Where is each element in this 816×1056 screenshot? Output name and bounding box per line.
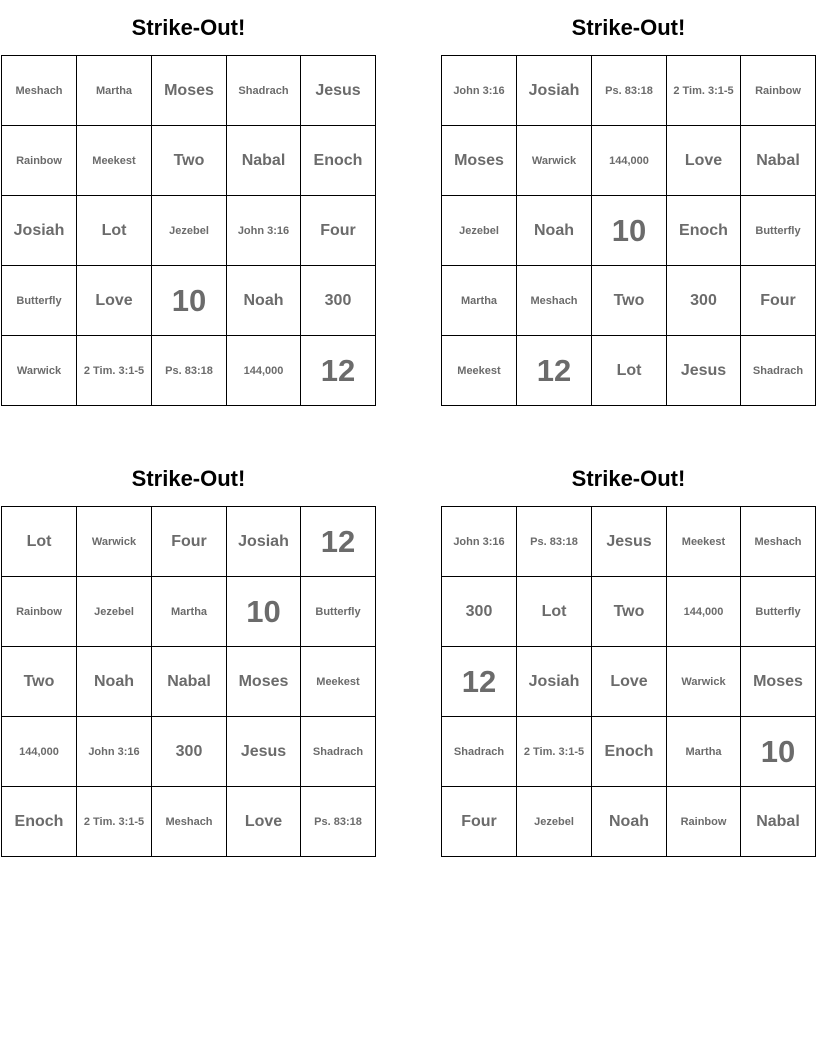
bingo-cell: John 3:16 (441, 55, 517, 126)
bingo-cell: 10 (226, 576, 301, 647)
bingo-grid (441, 506, 816, 857)
bingo-cell: Four (441, 786, 517, 857)
bingo-cell: Warwick (1, 335, 77, 406)
bingo-grid (441, 55, 816, 406)
bingo-cell: Jesus (300, 55, 376, 126)
bingo-cell: 144,000 (591, 125, 667, 196)
bingo-cell: Butterfly (1, 265, 77, 336)
bingo-cell: Josiah (516, 55, 592, 126)
bingo-cell: Meshach (516, 265, 592, 336)
bingo-cell: 2 Tim. 3:1-5 (516, 716, 592, 787)
bingo-cell: Jezebel (516, 786, 592, 857)
bingo-cell: Nabal (740, 786, 816, 857)
bingo-cell: Meshach (1, 55, 77, 126)
bingo-cell: Meekest (441, 335, 517, 406)
bingo-cell: Two (151, 125, 227, 196)
bingo-cell: 10 (591, 195, 667, 266)
bingo-cell: Shadrach (300, 716, 376, 787)
bingo-cell: 12 (300, 335, 376, 406)
bingo-cell: Enoch (1, 786, 77, 857)
bingo-cell: Love (76, 265, 152, 336)
bingo-cell: Four (151, 506, 227, 577)
bingo-cell: John 3:16 (441, 506, 517, 577)
bingo-cell: Jezebel (441, 195, 517, 266)
bingo-cell: Two (591, 576, 667, 647)
bingo-cell: Meshach (740, 506, 816, 577)
bingo-cell: Jezebel (76, 576, 152, 647)
bingo-cell: Warwick (516, 125, 592, 196)
bingo-cell: Lot (516, 576, 592, 647)
bingo-cell: Noah (226, 265, 301, 336)
bingo-cell: 2 Tim. 3:1-5 (666, 55, 741, 126)
card-title: Strike-Out! (131, 15, 246, 40)
bingo-cell: Nabal (740, 125, 816, 196)
bingo-cell: Josiah (226, 506, 301, 577)
bingo-cell: Noah (591, 786, 667, 857)
bingo-cell: Meekest (666, 506, 741, 577)
bingo-cell: Love (226, 786, 301, 857)
bingo-cell: 300 (666, 265, 741, 336)
bingo-cell: Enoch (300, 125, 376, 196)
bingo-cell: 2 Tim. 3:1-5 (76, 786, 152, 857)
bingo-cell: Lot (76, 195, 152, 266)
bingo-cell: Meekest (300, 646, 376, 717)
bingo-cell: 144,000 (666, 576, 741, 647)
bingo-cell: Two (591, 265, 667, 336)
bingo-cell: Jezebel (151, 195, 227, 266)
bingo-cell: Martha (151, 576, 227, 647)
bingo-cell: Rainbow (1, 576, 77, 647)
bingo-cell: Warwick (76, 506, 152, 577)
bingo-cell: Butterfly (740, 195, 816, 266)
bingo-cell: Noah (76, 646, 152, 717)
bingo-cell: Lot (591, 335, 667, 406)
bingo-cell: Shadrach (740, 335, 816, 406)
bingo-cell: Lot (1, 506, 77, 577)
bingo-cell: 12 (441, 646, 517, 717)
bingo-cell: John 3:16 (76, 716, 152, 787)
bingo-cell: Warwick (666, 646, 741, 717)
bingo-cell: 2 Tim. 3:1-5 (76, 335, 152, 406)
bingo-cell: Shadrach (441, 716, 517, 787)
bingo-cell: Butterfly (300, 576, 376, 647)
bingo-cell: Enoch (666, 195, 741, 266)
bingo-cell: Nabal (151, 646, 227, 717)
bingo-cell: Enoch (591, 716, 667, 787)
bingo-cell: John 3:16 (226, 195, 301, 266)
bingo-cell: Moses (151, 55, 227, 126)
bingo-cell: 10 (740, 716, 816, 787)
bingo-cell: Shadrach (226, 55, 301, 126)
bingo-cell: Ps. 83:18 (151, 335, 227, 406)
bingo-cell: Meekest (76, 125, 152, 196)
bingo-cell: Jesus (666, 335, 741, 406)
bingo-cell: Four (300, 195, 376, 266)
bingo-cell: Martha (76, 55, 152, 126)
bingo-cell: Martha (666, 716, 741, 787)
bingo-cell: Meshach (151, 786, 227, 857)
bingo-cell: 144,000 (226, 335, 301, 406)
bingo-cell: Josiah (1, 195, 77, 266)
bingo-grid (1, 55, 376, 406)
bingo-cell: 300 (300, 265, 376, 336)
bingo-cell: 300 (151, 716, 227, 787)
bingo-cell: Jesus (226, 716, 301, 787)
bingo-cell: Moses (441, 125, 517, 196)
bingo-grid (1, 506, 376, 857)
bingo-cell: Rainbow (666, 786, 741, 857)
card-title: Strike-Out! (131, 466, 246, 491)
bingo-cell: Moses (740, 646, 816, 717)
bingo-cell: Rainbow (1, 125, 77, 196)
bingo-cell: Love (666, 125, 741, 196)
bingo-cell: Rainbow (740, 55, 816, 126)
bingo-cell: Martha (441, 265, 517, 336)
card-title: Strike-Out! (571, 466, 686, 491)
bingo-cell: 12 (516, 335, 592, 406)
bingo-cell: Jesus (591, 506, 667, 577)
bingo-cell: 300 (441, 576, 517, 647)
bingo-cell: Nabal (226, 125, 301, 196)
bingo-cell: 10 (151, 265, 227, 336)
bingo-cell: Noah (516, 195, 592, 266)
bingo-cell: Butterfly (740, 576, 816, 647)
bingo-cell: 144,000 (1, 716, 77, 787)
bingo-cell: Josiah (516, 646, 592, 717)
bingo-cell: Ps. 83:18 (591, 55, 667, 126)
bingo-cell: Ps. 83:18 (300, 786, 376, 857)
card-title: Strike-Out! (571, 15, 686, 40)
bingo-cell: 12 (300, 506, 376, 577)
bingo-cell: Moses (226, 646, 301, 717)
bingo-cell: Two (1, 646, 77, 717)
bingo-cell: Four (740, 265, 816, 336)
bingo-cell: Love (591, 646, 667, 717)
bingo-cell: Ps. 83:18 (516, 506, 592, 577)
